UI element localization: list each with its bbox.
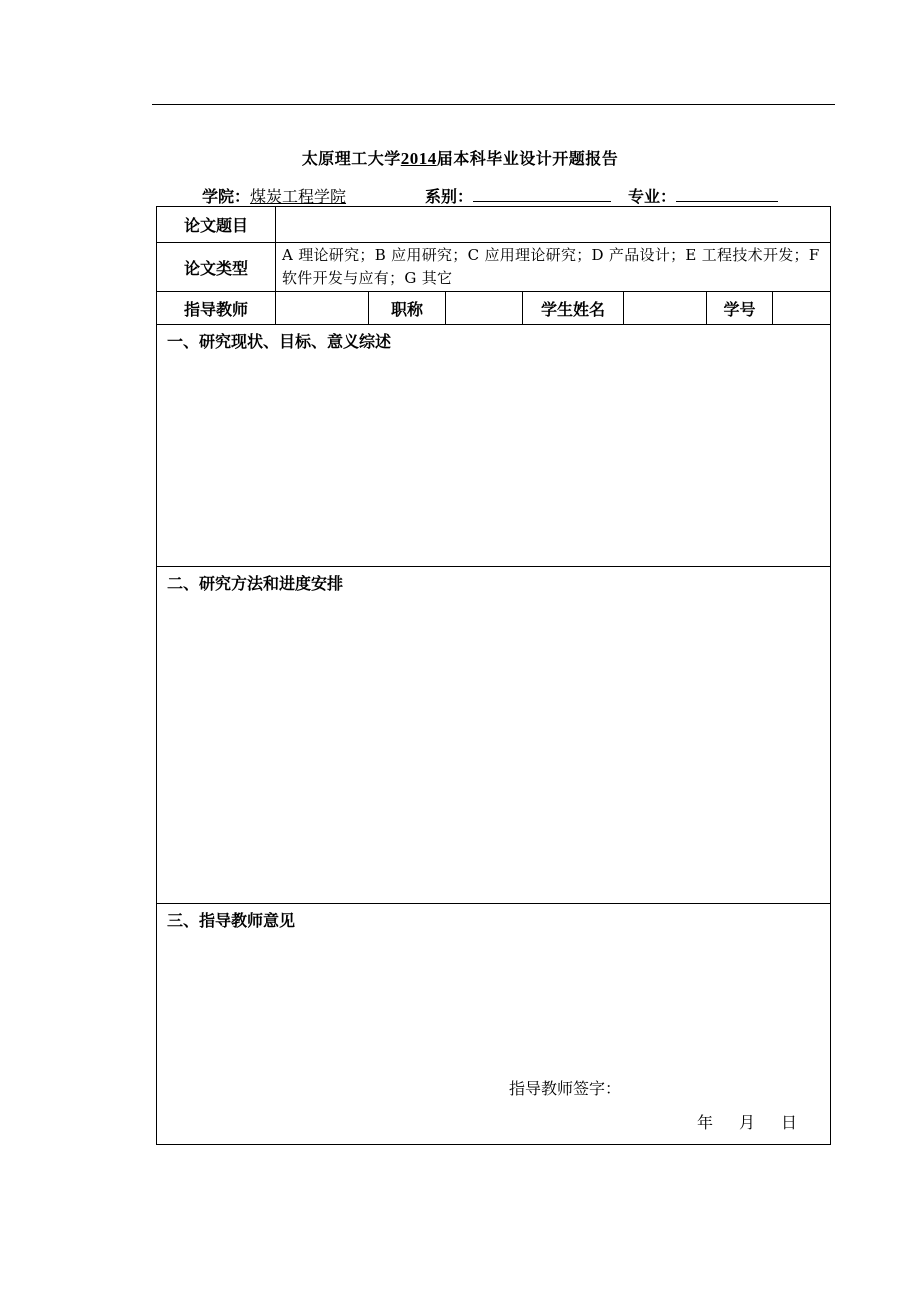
proposal-form-table	[156, 206, 831, 1145]
college-value[interactable]: 煤炭工程学院	[250, 187, 347, 206]
section-3-title: 三、指导教师意见	[167, 911, 296, 930]
section-1-title: 一、研究现状、目标、意义综述	[167, 332, 392, 351]
people-row	[157, 292, 831, 325]
section-3[interactable]	[157, 904, 831, 1145]
college-field	[202, 184, 346, 207]
section-3-row	[157, 904, 831, 1145]
department-input[interactable]	[473, 187, 611, 202]
student-id-label: 学号	[707, 292, 773, 325]
day-label: 日	[781, 1113, 798, 1132]
major-input[interactable]	[676, 187, 778, 202]
advisor-signature-label: 指导教师签字：	[509, 1079, 622, 1098]
section-2-title: 二、研究方法和进度安排	[167, 574, 344, 593]
student-name-input[interactable]	[624, 292, 707, 325]
year-label: 年	[697, 1113, 714, 1132]
section-2[interactable]	[157, 567, 831, 904]
section-1-row	[157, 325, 831, 567]
major-field	[628, 184, 778, 207]
major-label: 专业：	[628, 187, 677, 206]
student-id-input[interactable]	[773, 292, 831, 325]
header-rule	[152, 104, 835, 105]
title-suffix: 届本科毕业设计开题报告	[436, 149, 619, 168]
topic-label: 论文题目	[157, 207, 276, 243]
title-rank-input[interactable]	[446, 292, 523, 325]
department-field	[425, 184, 611, 207]
title-rank-label: 职称	[369, 292, 446, 325]
type-row	[157, 243, 831, 292]
report-title	[0, 146, 920, 169]
topic-row	[157, 207, 831, 243]
topic-input[interactable]	[276, 207, 831, 243]
department-label: 系别：	[425, 187, 474, 206]
advisor-input[interactable]	[276, 292, 369, 325]
student-name-label: 学生姓名	[523, 292, 624, 325]
college-label: 学院：	[202, 187, 251, 206]
month-label: 月	[739, 1113, 756, 1132]
title-year: 2014	[400, 149, 437, 168]
section-1[interactable]	[157, 325, 831, 567]
title-prefix: 太原理工大学	[301, 149, 401, 168]
type-options[interactable]: A 理论研究；B 应用研究；C 应用理论研究；D 产品设计；E 工程技术开发；F 软件开发与应有；G 其它	[276, 243, 831, 292]
advisor-label: 指导教师	[157, 292, 276, 325]
section-2-row	[157, 567, 831, 904]
signature-date	[697, 1110, 797, 1133]
type-label: 论文类型	[157, 243, 276, 292]
